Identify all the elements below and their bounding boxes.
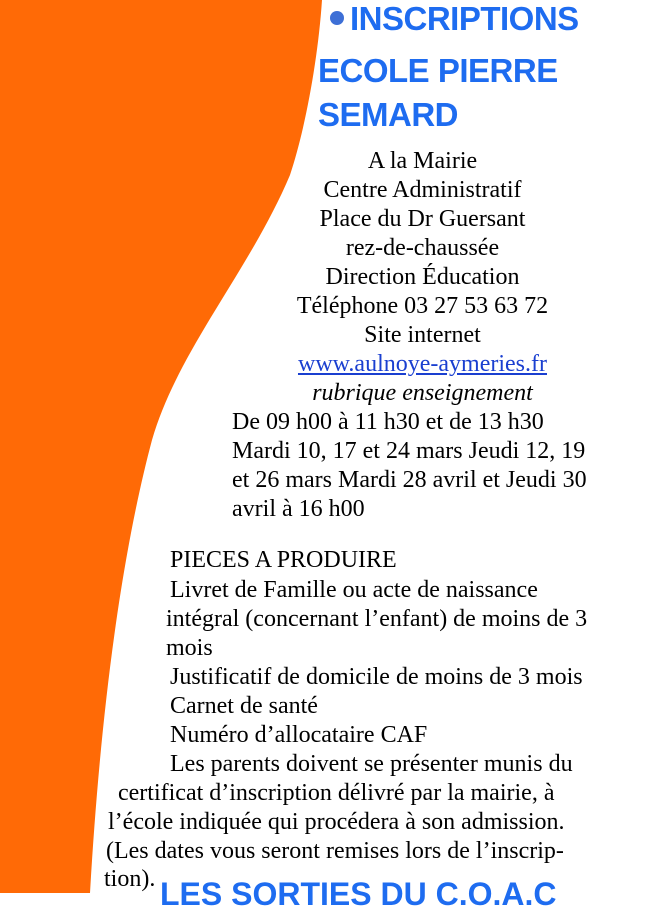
address-line: rez-de-chaussée	[345, 235, 500, 261]
address-line: Site internet	[364, 322, 481, 348]
next-section-heading: LES SORTIES DU C.O.A.C	[160, 876, 557, 912]
document-item-livret-cont: mois	[166, 635, 213, 661]
notice-line: (Les dates vous seront remises lors de l’inscrip-	[106, 838, 564, 864]
documents-heading: PIECES A PRODUIRE	[170, 547, 397, 573]
bullet-icon	[330, 11, 344, 25]
document-item-sante: Carnet de santé	[170, 693, 318, 719]
schedule-line: et 26 mars Mardi 28 avril et Jeudi 30	[232, 467, 587, 493]
address-block	[250, 147, 595, 408]
phone-line: Téléphone 03 27 53 63 72	[296, 293, 549, 319]
schedule-line: avril à 16 h00	[232, 496, 365, 522]
schedule-block	[232, 408, 587, 524]
notice-line: tion).	[104, 866, 156, 892]
schedule-line: De 09 h00 à 11 h30 et de 13 h30	[232, 409, 544, 435]
notice-line: certificat d’inscription délivré par la mairie, à	[118, 780, 555, 806]
website-link[interactable]: www.aulnoye-aymeries.fr	[297, 351, 547, 377]
address-line: Place du Dr Guersant	[319, 206, 526, 232]
document-item-domicile: Justificatif de domicile de moins de 3 mois	[170, 664, 583, 690]
title-line-1: INSCRIPTIONS	[330, 0, 579, 40]
schedule-line: Mardi 10, 17 et 24 mars Jeudi 12, 19	[232, 438, 586, 464]
notice-line: l’école indiquée qui procédera à son admission.	[108, 809, 565, 835]
document-item-livret: Livret de Famille ou acte de naissance	[170, 577, 538, 603]
title-line-3: SEMARD	[318, 96, 459, 133]
address-line: Direction Éducation	[325, 264, 520, 290]
document-item-livret-cont: intégral (concernant l’enfant) de moins de 3	[166, 606, 588, 632]
title-line-2: ECOLE PIERRE	[318, 52, 558, 89]
notice-line: Les parents doivent se présenter munis du	[170, 751, 573, 777]
address-line: Centre Administratif	[323, 177, 522, 203]
document-item-caf: Numéro d’allocataire CAF	[170, 722, 428, 748]
address-line: A la Mairie	[367, 148, 478, 174]
rubric-label: rubrique enseignement	[312, 380, 533, 406]
